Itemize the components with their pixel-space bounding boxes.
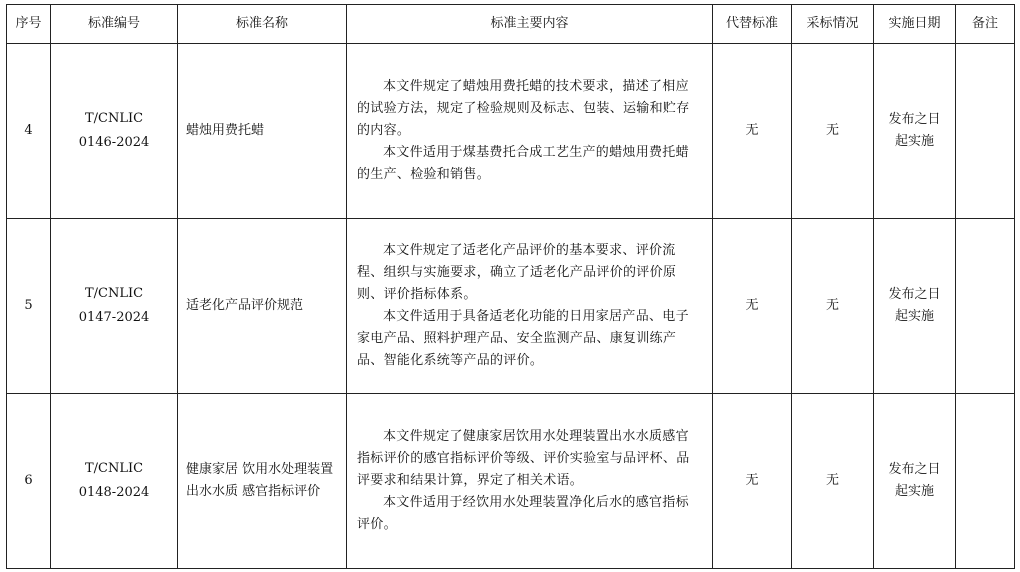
cell-adopt: 无 [792, 44, 874, 219]
standards-table [6, 4, 1015, 569]
header-seq: 序号 [7, 5, 51, 44]
cell-content [347, 394, 713, 569]
code-prefix: T/CNLIC [84, 111, 144, 126]
cell-replace: 无 [713, 44, 792, 219]
table-header-row [7, 5, 1015, 44]
header-content: 标准主要内容 [347, 5, 713, 44]
cell-name: 蜡烛用费托蜡 [178, 44, 347, 219]
cell-seq: 4 [7, 44, 51, 219]
cell-code [51, 394, 178, 569]
cell-adopt: 无 [792, 394, 874, 569]
cell-replace: 无 [713, 219, 792, 394]
content-paragraph-scope: 本文件规定了适老化产品评价的基本要求、评价流程、组织与实施要求，确立了适老化产品评价的评价原则、评价指标体系。 [357, 243, 677, 302]
date-line-2: 起实施 [894, 134, 934, 149]
cell-adopt: 无 [792, 219, 874, 394]
cell-note [956, 219, 1015, 394]
content-paragraph-applicability: 本文件适用于煤基费托合成工艺生产的蜡烛用费托蜡的生产、检验和销售。 [357, 145, 689, 182]
cell-date [874, 394, 956, 569]
header-adopt: 采标情况 [792, 5, 874, 44]
header-date: 实施日期 [874, 5, 956, 44]
content-paragraph-scope: 本文件规定了蜡烛用费托蜡的技术要求，描述了相应的试验方法，规定了检验规则及标志、包装、运输和贮存的内容。 [357, 79, 690, 138]
cell-code [51, 44, 178, 219]
header-replace: 代替标准 [713, 5, 792, 44]
table-row [7, 219, 1015, 394]
content-paragraph-applicability: 本文件适用于经饮用水处理装置净化后水的感官指标评价。 [357, 495, 689, 532]
cell-seq: 5 [7, 219, 51, 394]
cell-content [347, 219, 713, 394]
date-line-2: 起实施 [894, 309, 934, 324]
cell-name: 健康家居 饮用水处理装置出水水质 感官指标评价 [178, 394, 347, 569]
cell-seq: 6 [7, 394, 51, 569]
table-row [7, 44, 1015, 219]
date-line-1: 发布之日 [888, 287, 941, 302]
cell-note [956, 394, 1015, 569]
code-prefix: T/CNLIC [84, 461, 144, 476]
content-paragraph-applicability: 本文件适用于具备适老化功能的日用家居产品、电子家电产品、照料护理产品、安全监测产品、康复训练产品、智能化系统等产品的评价。 [357, 309, 689, 368]
standards-table-page [6, 4, 1014, 569]
cell-date [874, 219, 956, 394]
cell-date [874, 44, 956, 219]
date-line-1: 发布之日 [888, 462, 941, 477]
cell-code [51, 219, 178, 394]
date-line-1: 发布之日 [888, 112, 941, 127]
code-prefix: T/CNLIC [84, 286, 144, 301]
table-row [7, 394, 1015, 569]
cell-replace: 无 [713, 394, 792, 569]
header-name: 标准名称 [178, 5, 347, 44]
date-line-2: 起实施 [894, 484, 934, 499]
code-number: 0147-2024 [78, 310, 150, 325]
cell-content [347, 44, 713, 219]
cell-note [956, 44, 1015, 219]
header-note: 备注 [956, 5, 1015, 44]
content-paragraph-scope: 本文件规定了健康家居饮用水处理装置出水水质感官指标评价的感官指标评价等级、评价实验室与品评杯、品评要求和结果计算，界定了相关术语。 [357, 429, 690, 488]
code-number: 0146-2024 [78, 135, 150, 150]
cell-name: 适老化产品评价规范 [178, 219, 347, 394]
header-code: 标准编号 [51, 5, 178, 44]
code-number: 0148-2024 [78, 485, 150, 500]
